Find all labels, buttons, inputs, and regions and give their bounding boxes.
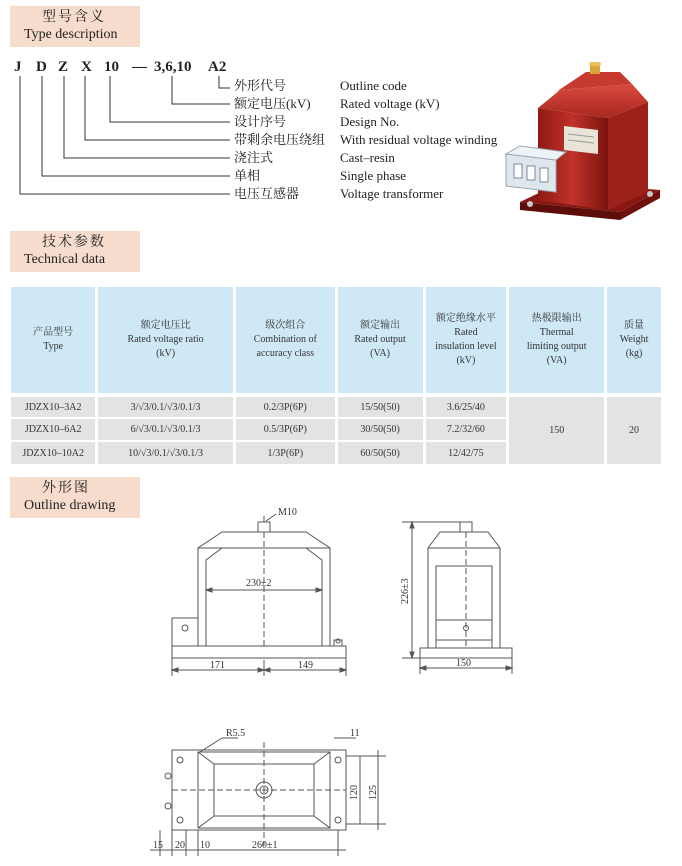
legend-en: Voltage transformer — [340, 186, 444, 201]
cell-type: JDZX10–10A2 — [11, 441, 97, 464]
cell-type: JDZX10–6A2 — [11, 418, 97, 441]
dim-h120: 120 — [349, 785, 360, 800]
header-en: Thermal — [539, 327, 574, 338]
heading-en: Type description — [24, 27, 118, 42]
dim-h125: 125 — [368, 785, 379, 800]
header-cn: 产品型号 — [33, 327, 74, 338]
front-view — [172, 514, 346, 676]
header-cn: 热极限输出 — [531, 313, 582, 324]
dim-left: 171 — [210, 660, 225, 671]
cell-output: 15/50(50) — [336, 395, 424, 418]
code-part-x: X — [81, 59, 92, 75]
heading-cn: 型号含义 — [42, 10, 106, 25]
header-unit: (kg) — [625, 348, 643, 359]
cell-output: 60/50(50) — [336, 441, 424, 464]
cell-type: JDZX10–3A2 — [11, 395, 97, 418]
dim-b260: 260±1 — [252, 840, 278, 851]
header-unit: (VA) — [546, 355, 567, 366]
cell-output: 30/50(50) — [336, 418, 424, 441]
heading-cn: 技术参数 — [42, 235, 106, 250]
cell-accuracy: 0.2/3P(6P) — [234, 395, 336, 418]
cell-accuracy: 0.5/3P(6P) — [234, 418, 336, 441]
legend-en: With residual voltage winding — [340, 132, 498, 147]
legend-en: Cast–resin — [340, 150, 395, 165]
legend-en: Single phase — [340, 168, 407, 183]
legend-en: Rated voltage (kV) — [340, 96, 440, 111]
header-cn: 额定输出 — [360, 320, 401, 331]
legend-cn: 浇注式 — [234, 150, 274, 165]
dim-b10: 10 — [200, 840, 210, 851]
cell-insulation: 3.6/25/40 — [424, 395, 508, 418]
code-part-dash: — — [132, 59, 147, 75]
dim-slot: 11 — [350, 728, 360, 739]
dim-bolt: M10 — [278, 507, 297, 518]
cell-insulation: 12/42/75 — [424, 441, 508, 464]
dim-radius: R5.5 — [226, 728, 246, 739]
code-part-voltage: 3,6,10 — [154, 59, 192, 75]
header-en: Weight — [619, 334, 649, 345]
legend-cn: 电压互感器 — [234, 186, 300, 201]
dim-b20: 20 — [175, 840, 185, 851]
heading-cn: 外形图 — [42, 481, 90, 496]
cell-ratio: 6/√3/0.1/√3/0.1/3 — [97, 418, 235, 441]
header-en2: accuracy class — [256, 348, 315, 359]
header-en2: limiting output — [526, 341, 587, 352]
heading-en: Technical data — [24, 252, 106, 267]
header-en: Rated — [454, 327, 478, 338]
legend-cn: 外形代号 — [234, 78, 287, 93]
dim-right: 149 — [298, 660, 313, 671]
header-unit: (kV) — [156, 348, 176, 359]
cell-thermal: 150 — [508, 395, 606, 464]
code-part-j: J — [14, 59, 22, 75]
code-part-10: 10 — [104, 59, 119, 75]
cell-ratio: 10/√3/0.1/√3/0.1/3 — [97, 441, 235, 464]
legend-cn: 单相 — [234, 168, 261, 183]
header-en: Type — [43, 341, 64, 352]
legend-cn: 额定电压(kV) — [234, 96, 311, 111]
heading-en: Outline drawing — [24, 498, 116, 513]
header-cn: 质量 — [624, 320, 645, 331]
cell-weight: 20 — [606, 395, 663, 464]
header-unit: (kV) — [456, 355, 476, 366]
header-en: Combination of — [253, 334, 317, 345]
legend-cn: 带剩余电压绕组 — [234, 132, 326, 147]
header-en: Rated voltage ratio — [127, 334, 204, 345]
header-unit: (VA) — [370, 348, 390, 359]
code-part-a2: A2 — [208, 59, 227, 75]
header-cn: 额定绝缘水平 — [435, 313, 496, 324]
dim-height: 226±3 — [400, 578, 411, 604]
cell-ratio: 3/√3/0.1/√3/0.1/3 — [97, 395, 235, 418]
dim-b15: 15 — [153, 840, 163, 851]
dim-side-width: 150 — [456, 658, 471, 669]
side-view — [402, 522, 512, 674]
header-cn: 额定电压比 — [140, 320, 191, 331]
header-en: Rated output — [354, 334, 406, 345]
dim-width: 230±2 — [246, 578, 272, 589]
header-en2: insulation level — [435, 341, 497, 352]
legend-cn: 设计序号 — [234, 114, 287, 129]
code-part-d: D — [36, 59, 47, 75]
cell-insulation: 7.2/32/60 — [424, 418, 508, 441]
header-cn: 级次组合 — [265, 320, 306, 331]
legend-en: Outline code — [340, 78, 407, 93]
legend-en: Design No. — [340, 114, 400, 129]
code-part-z: Z — [58, 59, 69, 75]
cell-accuracy: 1/3P(6P) — [234, 441, 336, 464]
